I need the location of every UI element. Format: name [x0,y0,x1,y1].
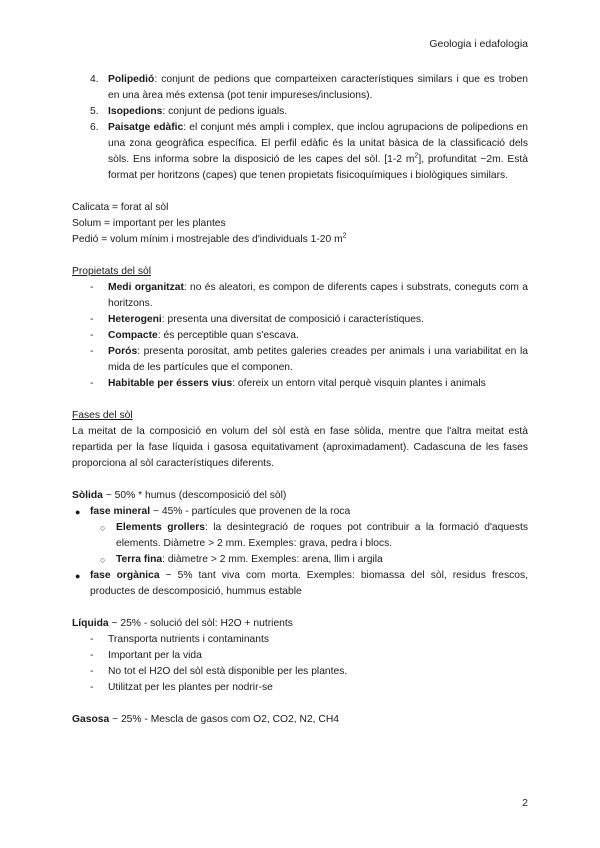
section-heading-propietats: Propietats del sòl [72,266,151,277]
term: Porós [108,346,138,357]
bullet-marker: ● [75,507,81,517]
list-item [72,312,528,328]
item-text: ], profunditat ~2m. Està format per horitzons (capes) que tenen propietats fisicoquímiques i biològiques similars. [108,154,528,181]
definition-text: Pedió = volum mínim i mostrejable des d'individuals 1-20 m [72,234,343,245]
numbered-item-paisatge [72,120,528,184]
phase-text: ~ 25% - solució del sòl: H2O + nutrients [108,618,293,629]
list-item [72,552,528,568]
item-text: : conjunt de pedions iguals. [162,106,288,117]
dash-marker: - [90,634,94,645]
list-item [72,680,528,696]
list-item [72,520,528,552]
term: fase mineral [90,506,151,517]
item-text: : diàmetre > 2 mm. Exemples: arena, llim i argila [162,554,383,565]
phase-text: ~ 25% - Mescla de gasos com O2, CO2, N2, CH4 [109,714,339,725]
dash-marker: - [90,682,94,693]
superscript: 2 [342,232,347,240]
definition-calicata: Calicata = forat al sòl [72,202,169,213]
section-heading-fases: Fases del sòl [72,410,133,421]
item-text: Transporta nutrients i contaminants [108,634,270,645]
phase-gasosa [72,712,528,728]
dash-marker: - [90,282,94,293]
term: Elements grollers [116,522,205,533]
item-text: : és perceptible quan s'escava. [157,330,299,341]
item-text: : presenta porositat, amb petites galeries creades per animals i una variabilitat en la mida de les partícules que el componen. [108,346,528,373]
term: Sòlida [72,490,103,501]
term: Líquida [72,618,109,629]
item-text: Utilitzat per les plantes per nodrir-se [108,682,273,693]
term: Heterogeni [108,314,162,325]
page-content [72,72,528,728]
item-number: 4. [90,74,99,85]
term: Isopedions [108,106,163,117]
item-text: : el conjunt més ampli i complex, que inclou agrupacions de polipedions en una zona geogràfica específica. El perfil edàfic és la unitat bàsica de la classificació dels sòls. Ens informa sobre la disposició de les capes del sòl. [1-2 m [108,122,528,165]
term: Medi organitzat [108,282,184,293]
item-text: : conjunt de pedions que comparteixen característiques similars i que es troben en una àrea més extensa (pot tenir impureses/inclusions). [108,74,528,101]
list-item [72,344,528,376]
bullet-marker: ● [75,571,81,581]
term: Gasosa [72,714,110,725]
phase-liquida [72,616,528,632]
item-text: ~ 45% - partícules que provenen de la roca [150,506,351,517]
item-text: : ofereix un entorn vital perquè visquin plantes i animals [232,378,486,389]
item-text: No tot el H2O del sòl està disponible per les plantes. [108,666,348,677]
dash-marker: - [90,378,94,389]
list-item [72,280,528,312]
numbered-item-isopedions [72,104,528,120]
list-item [72,328,528,344]
list-item [72,664,528,680]
list-item [72,504,528,520]
phase-text: ~ 50% * humus (descomposició del sòl) [102,490,287,501]
list-item [72,568,528,600]
term: Paisatge edàfic [108,122,184,133]
dash-marker: - [90,346,94,357]
item-text: Important per la vida [108,650,202,661]
item-number: 6. [90,122,99,133]
circle-marker: ○ [100,523,106,533]
item-text: ~ 5% tant viva com morta. Exemples: biomassa del sòl, residus frescos, productes de descomposició, hummus estable [90,570,529,597]
dash-marker: - [90,314,94,325]
term: Polipedió [108,74,155,85]
running-header: Geologia i edafologia [429,38,528,50]
item-number: 5. [90,106,99,117]
superscript: 2 [414,152,419,160]
dash-marker: - [90,330,94,341]
list-item [72,648,528,664]
term: fase orgànica [90,570,160,581]
paragraph: La meitat de la composició en volum del sòl està en fase sòlida, mentre que l'altra meitat està repartida per la fase líquida i gasosa equitativament (aproximadament). Cadascuna de les fases proporciona al sòl característiques diferents. [72,426,528,469]
term: Compacte [108,330,158,341]
definition-solum: Solum = important per les plantes [72,218,226,229]
term: Terra fina [116,554,163,565]
page-number: 2 [522,797,528,809]
list-item [72,376,528,392]
circle-marker: ○ [100,555,106,565]
dash-marker: - [90,650,94,661]
numbered-item-polipedio [72,72,528,104]
item-text: : no és aleatori, es compon de diferents capes i substrats, coneguts com a horitzons. [108,282,528,309]
item-text: : la desintegració de roques pot contribuir a la formació d'aquests elements. Diàmetre > 2 mm. Exemples: grava, pedra i blocs. [116,522,528,549]
dash-marker: - [90,666,94,677]
list-item [72,632,528,648]
term: Habitable per éssers vius [108,378,233,389]
definition-pedio [72,232,528,248]
item-text: : presenta una diversitat de composició i característiques. [161,314,424,325]
phase-solida [72,488,528,504]
